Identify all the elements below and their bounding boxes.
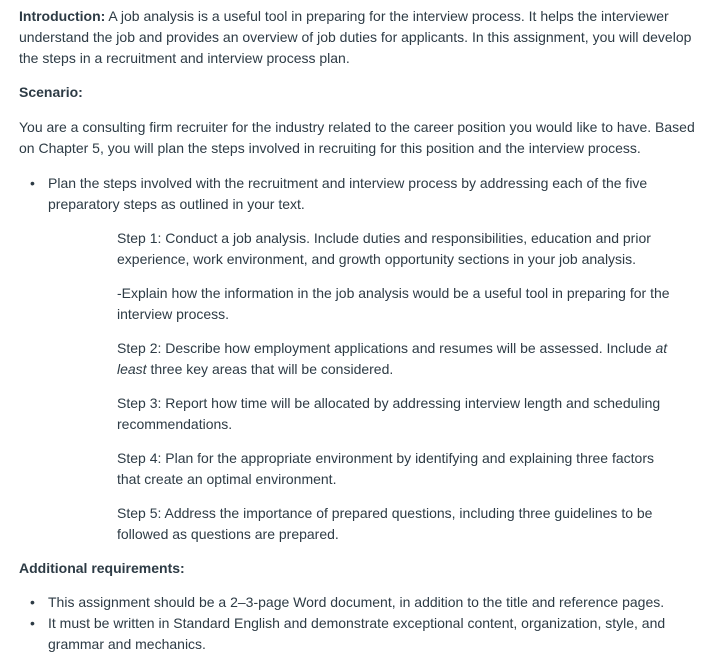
assignment-content: [19, 6, 695, 655]
step-1-explain: -Explain how the information in the job analysis would be a useful tool in preparing for the interview process.: [117, 285, 670, 322]
bullet-icon: •: [30, 615, 35, 631]
step-2-text-after: three key areas that will be considered.: [146, 361, 394, 377]
additional-item-1: This assignment should be a 2–3-page Word document, in addition to the title and reference pages.: [48, 594, 665, 610]
additional-list: [19, 592, 695, 655]
intro-paragraph: [19, 6, 695, 69]
additional-item-2: It must be written in Standard English and demonstrate exceptional content, organization, style, and grammar and mechanics.: [48, 615, 666, 652]
additional-requirements-heading: [19, 558, 695, 579]
list-item: [19, 613, 695, 655]
step-2-emphasis: at least: [117, 340, 668, 377]
step-5: Step 5: Address the importance of prepared questions, including three guidelines to be followed as questions are prepared.: [117, 505, 653, 542]
scenario-title: Scenario:: [19, 84, 83, 100]
intro-text: A job analysis is a useful tool in preparing for the interview process. It helps the interviewer understand the job and provides an overview of job duties for applicants. In this assignment, you will develop the steps in a recruitment and interview process plan.: [19, 8, 692, 66]
step-4: Step 4: Plan for the appropriate environment by identifying and explaining three factors that create an optimal environment.: [117, 450, 654, 487]
additional-title: Additional requirements:: [19, 560, 185, 576]
step-2-text-before: Step 2: Describe how employment applications and resumes will be assessed. Include: [117, 340, 656, 356]
scenario-heading: [19, 82, 695, 103]
intro-label: Introduction:: [19, 8, 106, 24]
plan-list: [19, 173, 695, 545]
step-2: [117, 338, 677, 380]
step-3: Step 3: Report how time will be allocated by addressing interview length and scheduling recommendations.: [117, 395, 661, 432]
step-1: Step 1: Conduct a job analysis. Include duties and responsibilities, education and prior experience, work environment, and growth opportunity sections in your job analysis.: [117, 230, 651, 267]
list-item: [19, 592, 695, 613]
plan-bullet-text: Plan the steps involved with the recruitment and interview process by addressing each of the five preparatory steps as outlined in your text.: [48, 175, 648, 212]
bullet-icon: •: [30, 175, 35, 191]
list-item: [19, 173, 695, 545]
scenario-paragraph: You are a consulting firm recruiter for the industry related to the career position you would like to have. Based on Chapter 5, you will plan the steps involved in recruiting for this position and the interview process.: [19, 119, 695, 156]
bullet-icon: •: [30, 594, 35, 610]
steps-block: [117, 228, 677, 545]
